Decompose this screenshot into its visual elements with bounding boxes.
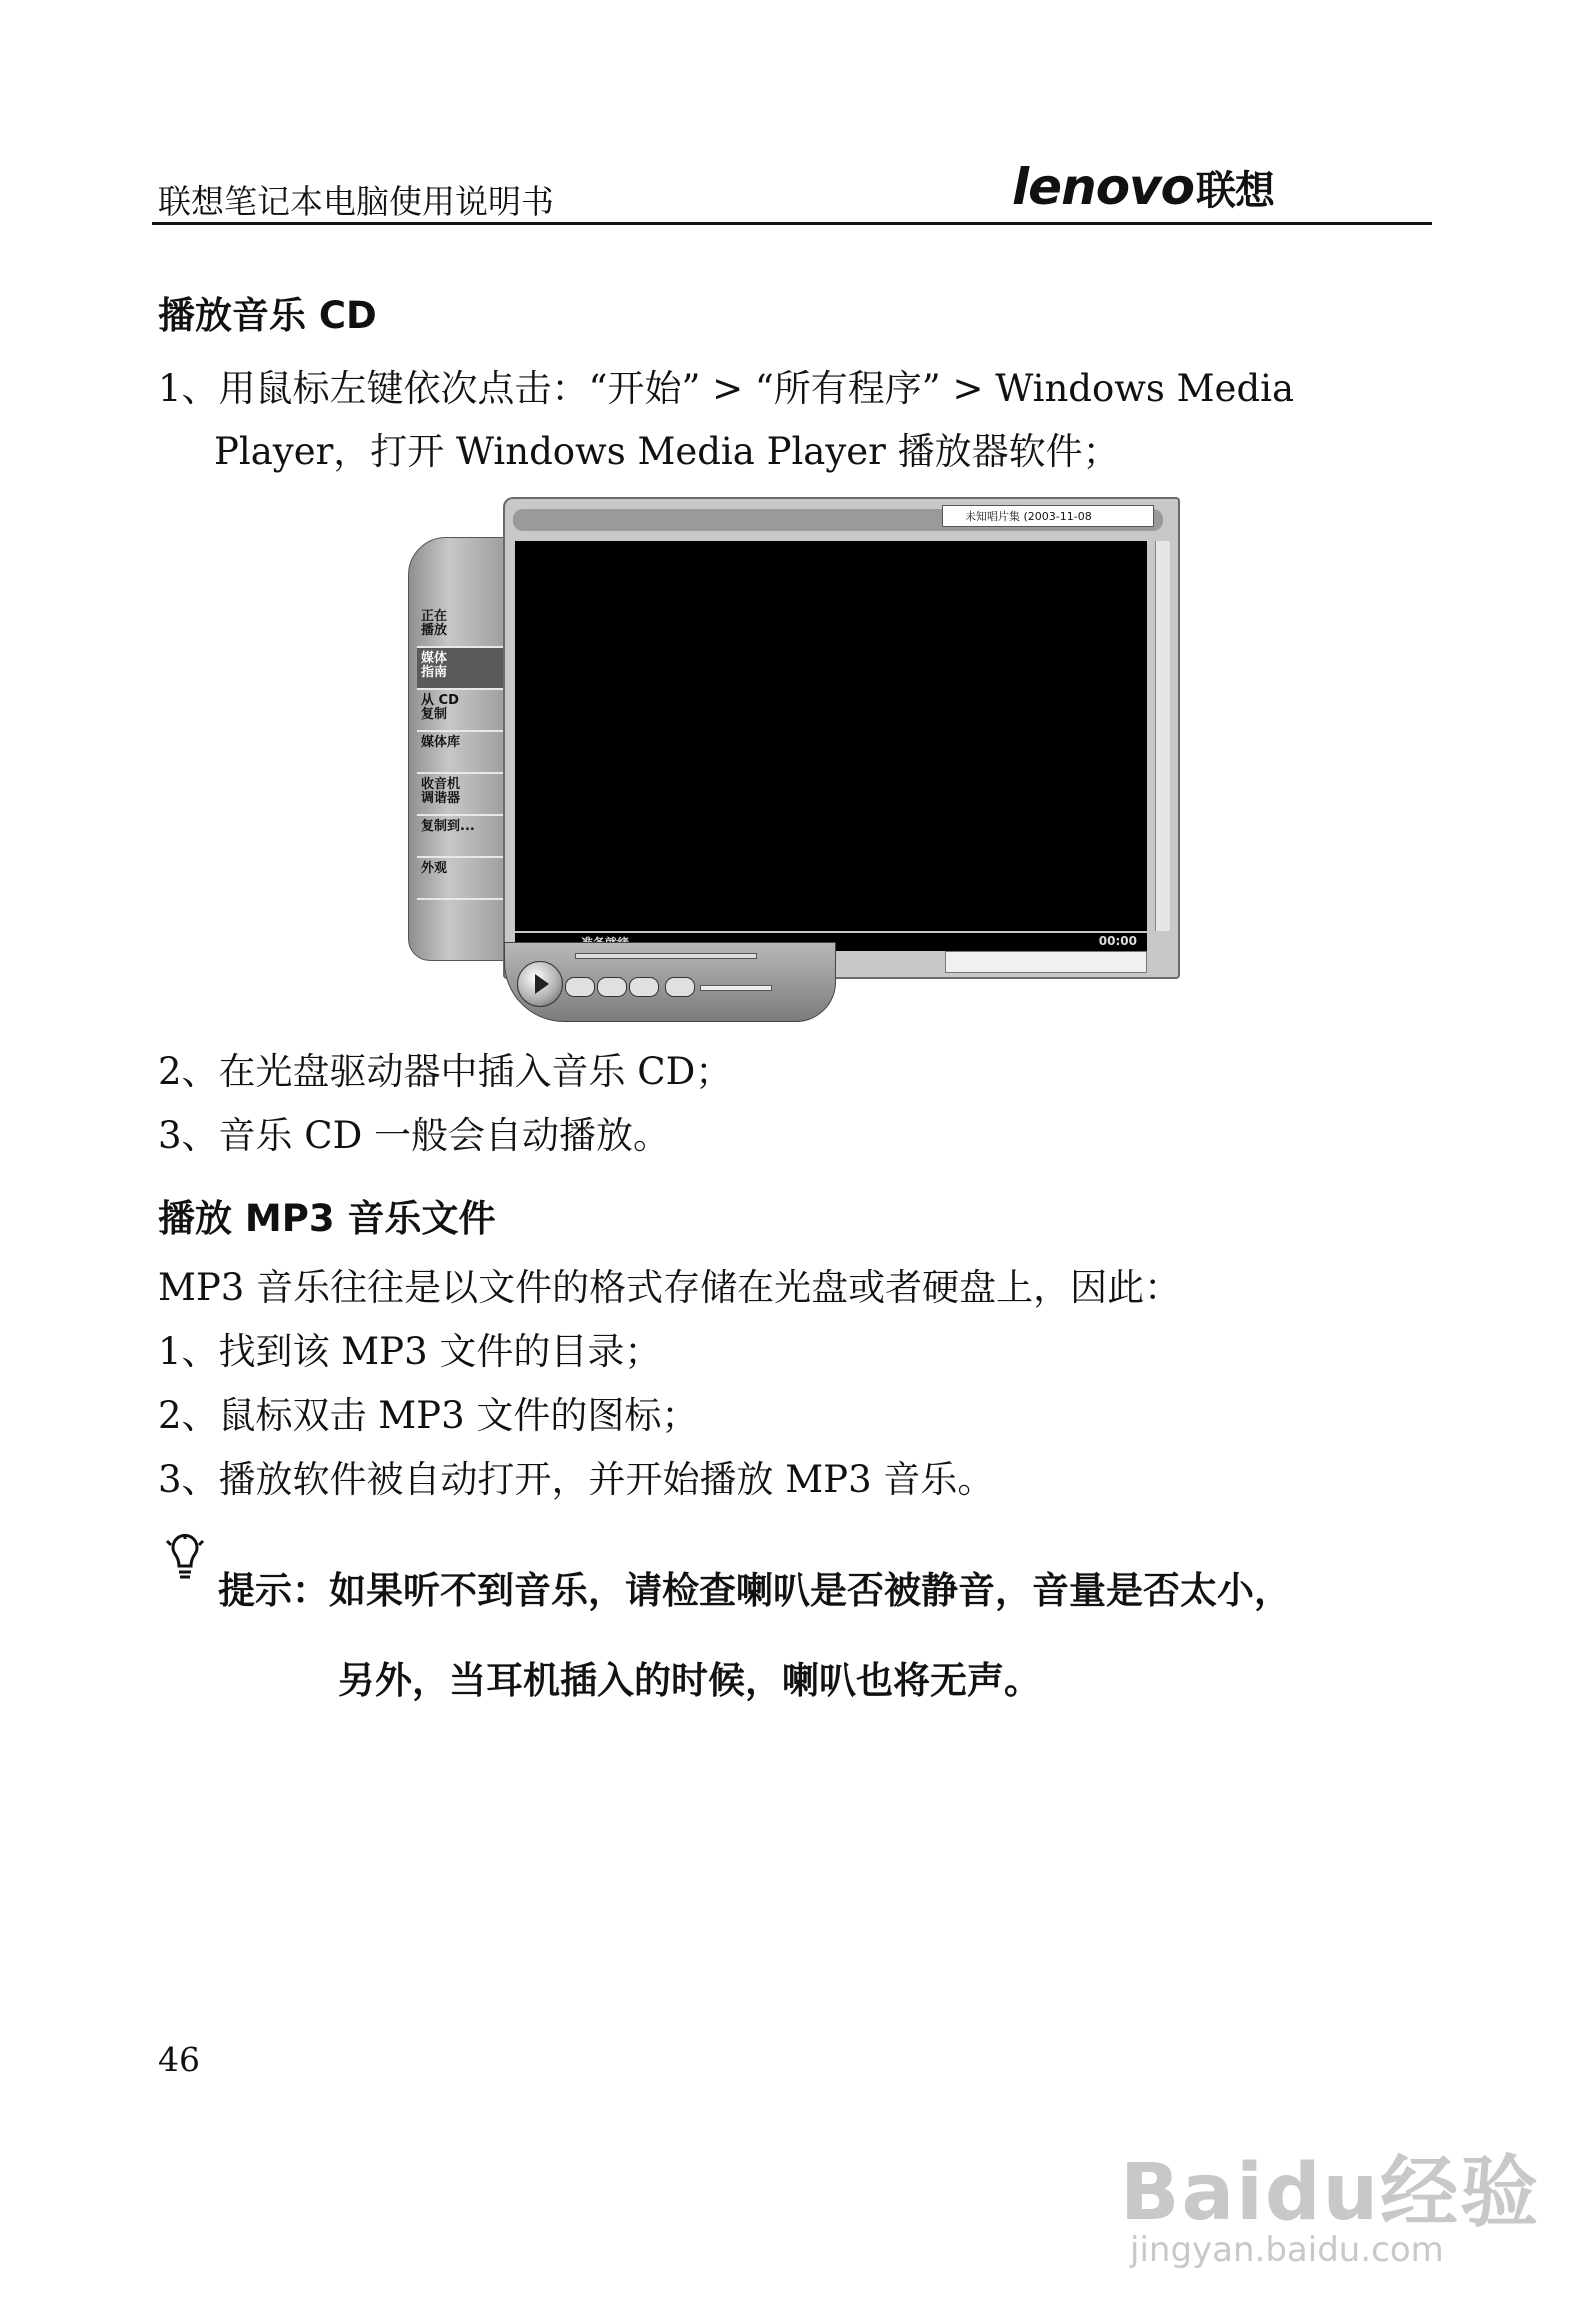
logo-cn-text: 联想: [1196, 168, 1274, 214]
section-heading-play-cd: 播放音乐 CD: [158, 294, 377, 337]
windows-media-player-screenshot: [408, 497, 1176, 1022]
previous-button[interactable]: [597, 977, 627, 997]
nav-item-media-library[interactable]: 媒体库: [417, 732, 503, 774]
time-readout: 00:00: [1098, 934, 1137, 948]
nav-item-now-playing[interactable]: 正在 播放: [417, 606, 503, 648]
lenovo-logo: [1012, 158, 1274, 216]
player-frame: [503, 497, 1180, 979]
nav-item-media-guide[interactable]: 媒体 指南: [417, 648, 503, 690]
tip-line-1: 提示：如果听不到音乐，请检查喇叭是否被静音，音量是否太小，: [218, 1569, 1291, 1612]
playlist-scrollbar[interactable]: [1155, 541, 1170, 931]
stop-button[interactable]: [565, 977, 595, 997]
nav-item-radio-tuner[interactable]: 收音机 调谐器: [417, 774, 503, 816]
step-2: 2、在光盘驱动器中插入音乐 CD；: [158, 1050, 733, 1093]
playlist-combo[interactable]: 未知唱片集 (2003-11-08: [942, 505, 1154, 527]
mute-button[interactable]: [665, 977, 695, 997]
nav-item-copy-to[interactable]: 复制到...: [417, 816, 503, 858]
player-nav-shell: [408, 537, 510, 961]
playback-controls: [504, 942, 836, 1022]
mp3-step-2: 2、鼠标双击 MP3 文件的图标；: [158, 1394, 699, 1437]
watermark-url: jingyan.baidu.com: [1130, 2230, 1444, 2270]
section-heading-play-mp3: 播放 MP3 音乐文件: [158, 1197, 496, 1240]
page-number: 46: [158, 2040, 200, 2079]
baidu-watermark: [1120, 2120, 1560, 2280]
player-nav: [417, 606, 503, 900]
playlist-footer: [945, 951, 1147, 973]
mp3-step-3: 3、播放软件被自动打开，并开始播放 MP3 音乐。: [158, 1458, 995, 1501]
seek-bar[interactable]: [575, 953, 757, 959]
video-display: [515, 541, 1147, 931]
nav-item-skin[interactable]: 外观: [417, 858, 503, 900]
watermark-brand: Baidu经验: [1120, 2148, 1541, 2238]
tip-line-2: 另外，当耳机插入的时候，喇叭也将无声。: [338, 1659, 1041, 1702]
logo-text: lenovo: [1012, 158, 1194, 216]
header-divider: [152, 222, 1432, 225]
lightbulb-icon: [158, 1532, 212, 1596]
volume-slider[interactable]: [700, 985, 772, 991]
mp3-step-1: 1、找到该 MP3 文件的目录；: [158, 1330, 662, 1373]
document-header-title: 联想笔记本电脑使用说明书: [158, 182, 554, 221]
next-button[interactable]: [629, 977, 659, 997]
play-button[interactable]: [517, 961, 563, 1007]
mp3-intro: MP3 音乐往往是以文件的格式存储在光盘或者硬盘上，因此：: [158, 1266, 1182, 1309]
nav-item-copy-from-cd[interactable]: 从 CD 复制: [417, 690, 503, 732]
step-1-line-2: Player，打开 Windows Media Player 播放器软件；: [214, 430, 1120, 473]
step-1-line-1: 1、用鼠标左键依次点击：“开始” > “所有程序” > Windows Media: [158, 367, 1295, 410]
step-3: 3、音乐 CD 一般会自动播放。: [158, 1114, 671, 1157]
